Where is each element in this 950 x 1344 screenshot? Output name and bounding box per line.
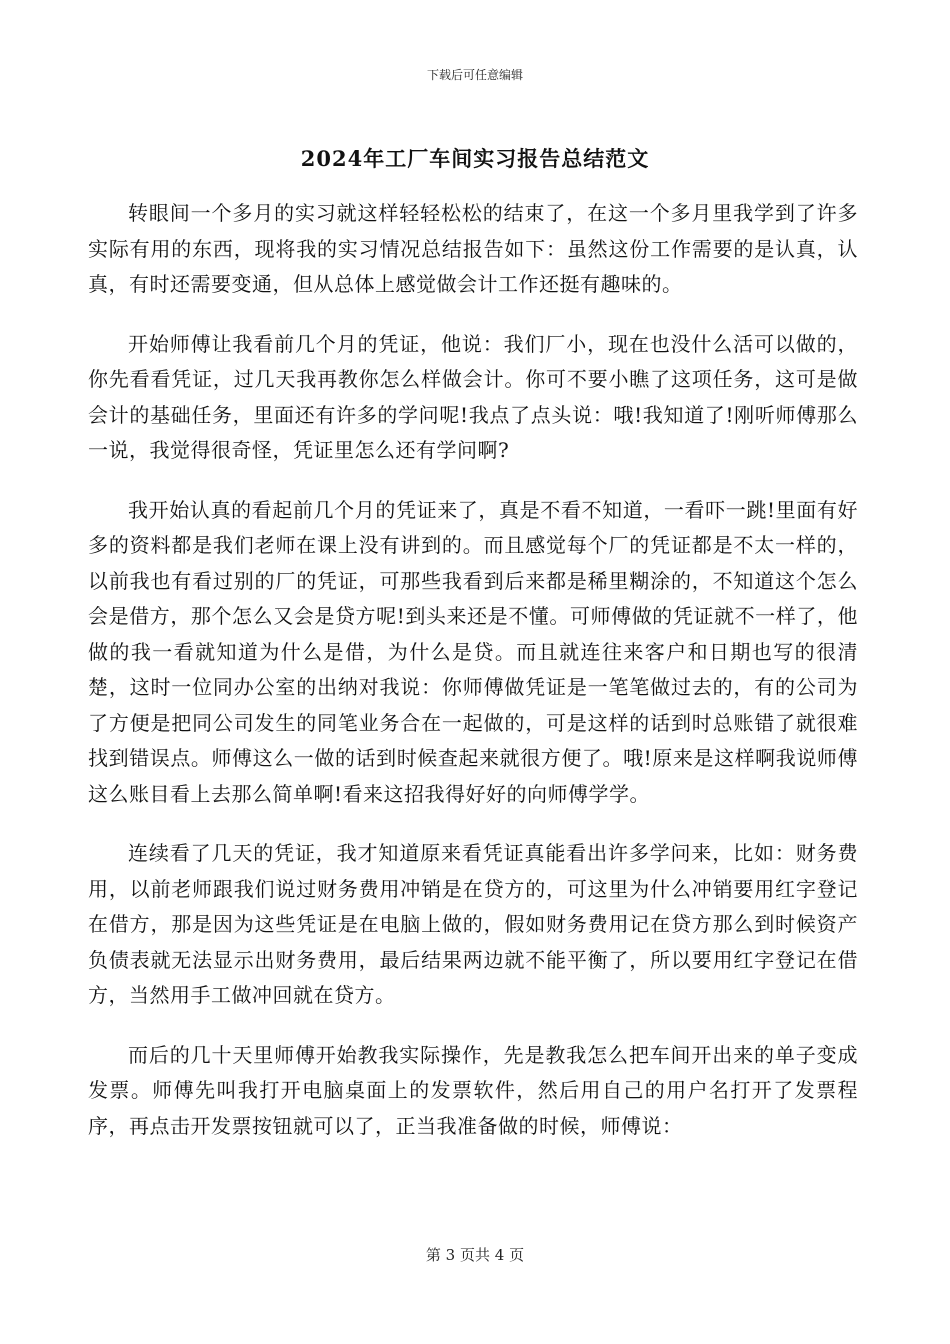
- paragraph: 开始师傅让我看前几个月的凭证，他说：我们厂小，现在也没什么活可以做的，你先看看凭证，过几天我再教你怎么样做会计。你可不要小瞧了这项任务，这可是做会计的基础任务，里面还有许多的学问呢!我点了点头说：哦!我知道了!刚听师傅那么一说，我觉得很奇怪，凭证里怎么还有学问啊?: [88, 331, 858, 462]
- document-title: 2024年工厂车间实习报告总结范文: [300, 146, 650, 171]
- page-number: 第 3 页共 4 页: [425, 1246, 525, 1264]
- paragraph: 而后的几十天里师傅开始教我实际操作，先是教我怎么把车间开出来的单子变成发票。师傅先叫我打开电脑桌面上的发票软件，然后用自己的用户名打开了发票程序，再点击开发票按钮就可以了，正当我准备做的时候，师傅说：: [88, 1042, 858, 1138]
- paragraph: 转眼间一个多月的实习就这样轻轻松松的结束了，在这一个多月里我学到了许多实际有用的东西，现将我的实习情况总结报告如下：虽然这份工作需要的是认真，认真，有时还需要变通，但从总体上感觉做会计工作还挺有趣味的。: [88, 201, 858, 296]
- header-note: 下载后可任意编辑: [426, 68, 523, 82]
- paragraph: 连续看了几天的凭证，我才知道原来看凭证真能看出许多学问来，比如：财务费用，以前老师跟我们说过财务费用冲销是在贷方的，可这里为什么冲销要用红字登记在借方，那是因为这些凭证是在电脑上做的，假如财务费用记在贷方那么到时候资产负债表就无法显示出财务费用，最后结果两边就不能平衡了，所以要用红字登记在借方，当然用手工做冲回就在贷方。: [88, 841, 858, 1007]
- paragraph: 我开始认真的看起前几个月的凭证来了，真是不看不知道，一看吓一跳!里面有好多的资料都是我们老师在课上没有讲到的。而且感觉每个厂的凭证都是不太一样的，以前我也有看过别的厂的凭证，可那些我看到后来都是稀里糊涂的，不知道这个怎么会是借方，那个怎么又会是贷方呢!到头来还是不懂。可师傅做的凭证就不一样了，他做的我一看就知道为什么是借，为什么是贷。而且就连往来客户和日期也写的很清楚，这时一位同办公室的出纳对我说：你师傅做凭证是一笔笔做过去的，有的公司为了方便是把同公司发生的同笔业务合在一起做的，可是这样的话到时总账错了就很难找到错误点。师傅这么一做的话到时候查起来就很方便了。哦!原来是这样啊我说师傅这么账目看上去那么简单啊!看来这招我得好好的向师傅学学。: [88, 497, 858, 806]
- document-body: [88, 196, 858, 1168]
